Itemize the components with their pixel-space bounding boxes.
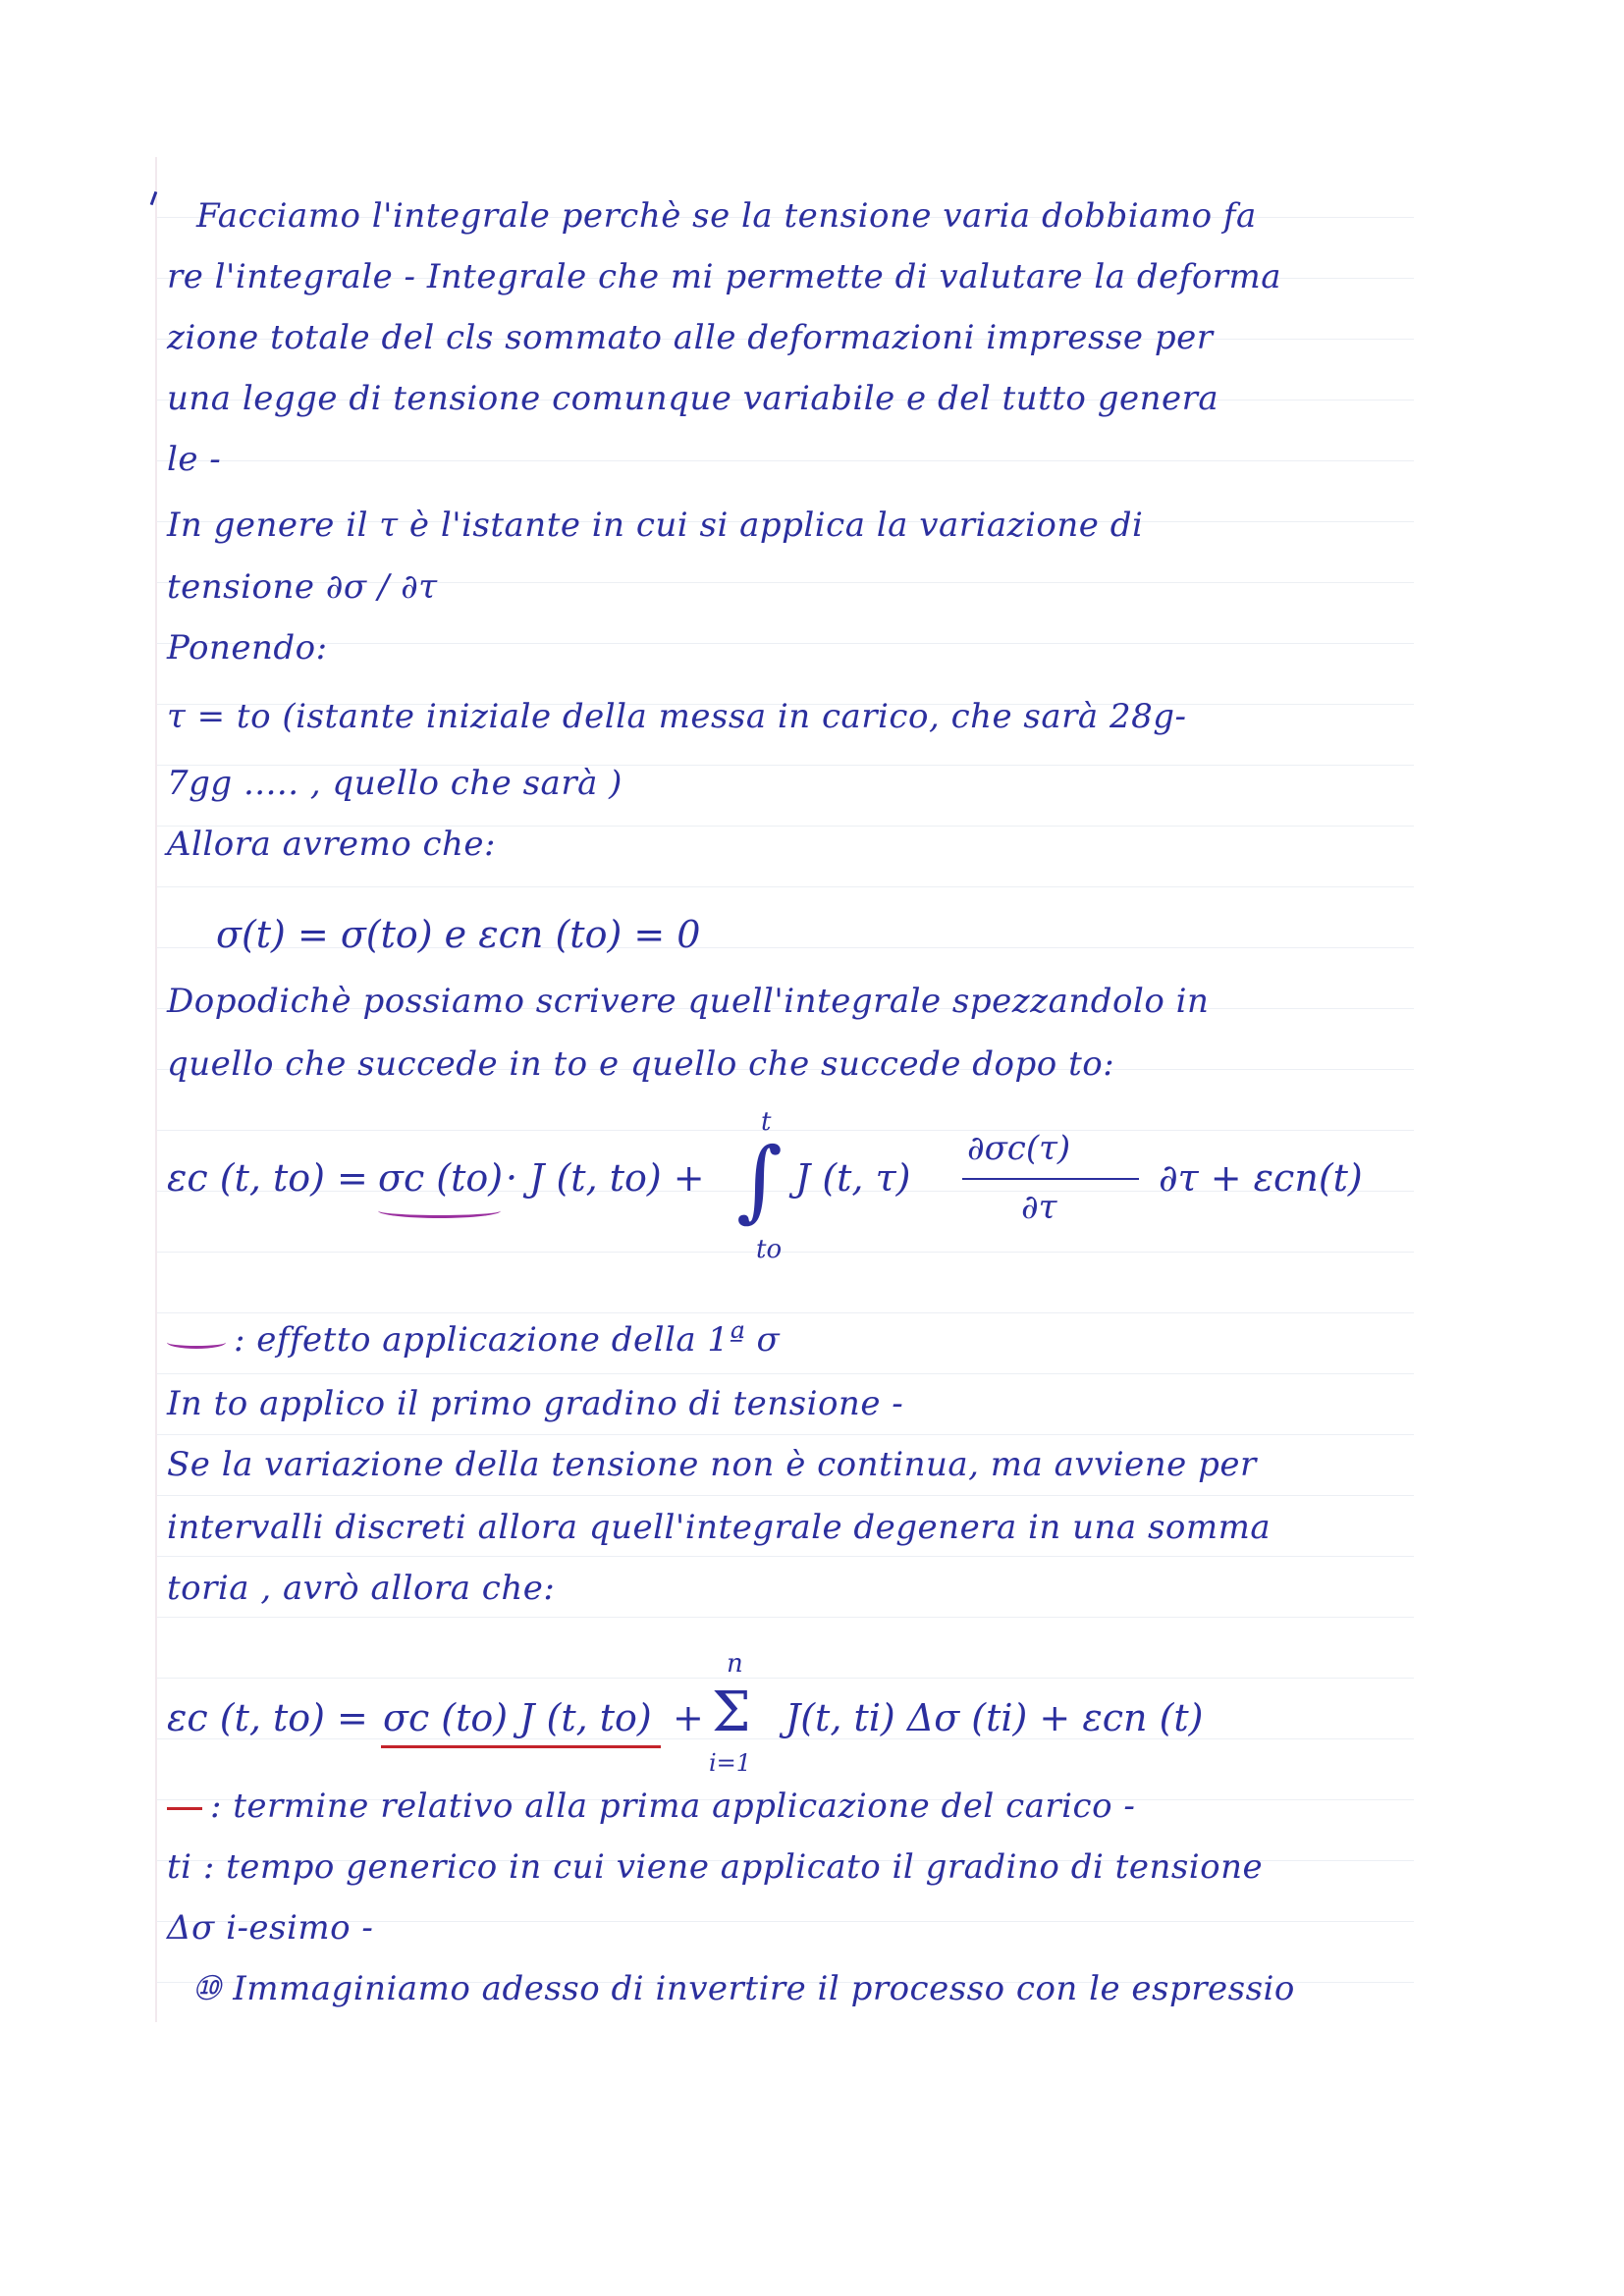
text-line-19: toria , avrò allora che:: [167, 1569, 556, 1608]
text-line-13: Dopodichè possiamo scrivere quell'integrale spezzandolo in: [167, 982, 1210, 1021]
text-line-18: intervalli discreti allora quell'integrale degenera in una somma: [167, 1508, 1272, 1547]
text-line-15: [167, 1320, 780, 1360]
eq1-integrand: J (t, τ): [795, 1156, 911, 1200]
text-line-7: tensione ∂σ / ∂τ: [167, 567, 438, 607]
eq2-tail: J(t, ti) Δσ (ti) + εcn (t): [785, 1696, 1204, 1739]
fraction-bar: [962, 1178, 1139, 1180]
text-line-5: le -: [167, 440, 222, 479]
text-line-17: Se la variazione della tensione non è continua, ma avviene per: [167, 1445, 1257, 1484]
sum-lower-limit: i=1: [709, 1749, 752, 1777]
eq1-initial-stress-term: σc (to): [378, 1156, 504, 1200]
purple-brace-mark: [378, 1203, 501, 1218]
text-line-2: re l'integrale - Integrale che mi permette di valutare la deforma: [167, 257, 1282, 296]
text-line-23: ⑩ Immaginiamo adesso di invertire il processo con le espressio: [191, 1969, 1295, 2008]
text-line-9: τ = to (istante iniziale della messa in carico, che sarà 28g-: [167, 697, 1187, 736]
sum-sign: Σ: [712, 1681, 751, 1744]
legend-red-text: : termine relativo alla prima applicazione del carico -: [210, 1787, 1136, 1826]
integral-upper-limit: t: [761, 1107, 772, 1137]
eq2-plus: +: [673, 1696, 704, 1739]
lined-paper: [157, 157, 1414, 2022]
red-underline-mark: [381, 1745, 661, 1748]
initial-conditions: σ(t) = σ(to) e εcn (to) = 0: [216, 913, 701, 956]
text-line-4: una legge di tensione comunque variabile e del tutto genera: [167, 379, 1219, 418]
eq1-tail: ∂τ + εcn(t): [1159, 1156, 1363, 1200]
fraction-numerator: ∂σc(τ): [967, 1129, 1071, 1168]
eq2-lhs: εc (t, to) =: [167, 1696, 368, 1739]
red-underline-legend-mark: [167, 1807, 202, 1810]
eq1-creep-term: · J (t, to) +: [506, 1156, 705, 1200]
text-line-3: zione totale del cls sommato alle deformazioni impresse per: [167, 318, 1214, 357]
margin-rule: [155, 157, 157, 2022]
purple-brace-legend-mark: [167, 1336, 226, 1349]
text-line-11: Allora avremo che:: [167, 825, 496, 864]
text-line-21: ti : tempo generico in cui viene applicato il gradino di tensione: [167, 1847, 1264, 1887]
fraction-denominator: ∂τ: [1021, 1188, 1057, 1227]
text-line-6: In genere il τ è l'istante in cui si applica la variazione di: [167, 506, 1144, 545]
eq2-initial-term: σc (to) J (t, to): [383, 1696, 652, 1739]
sum-upper-limit: n: [727, 1649, 743, 1679]
text-line-14: quello che succede in to e quello che succede dopo to:: [167, 1044, 1115, 1084]
text-line-1: Facciamo l'integrale perchè se la tensione varia dobbiamo fa: [196, 196, 1257, 236]
text-line-8: Ponendo:: [167, 628, 328, 667]
text-line-22: Δσ i-esimo -: [167, 1908, 374, 1948]
integral-lower-limit: to: [756, 1235, 783, 1264]
text-line-20: [167, 1787, 1135, 1826]
text-line-16: In to applico il primo gradino di tensione -: [167, 1384, 904, 1423]
legend-purple-text: : effetto applicazione della 1ª σ: [234, 1320, 781, 1360]
integral-sign: ∫: [736, 1129, 783, 1232]
text-line-10: 7gg ..... , quello che sarà ): [167, 764, 623, 803]
eq1-lhs: εc (t, to) =: [167, 1156, 368, 1200]
